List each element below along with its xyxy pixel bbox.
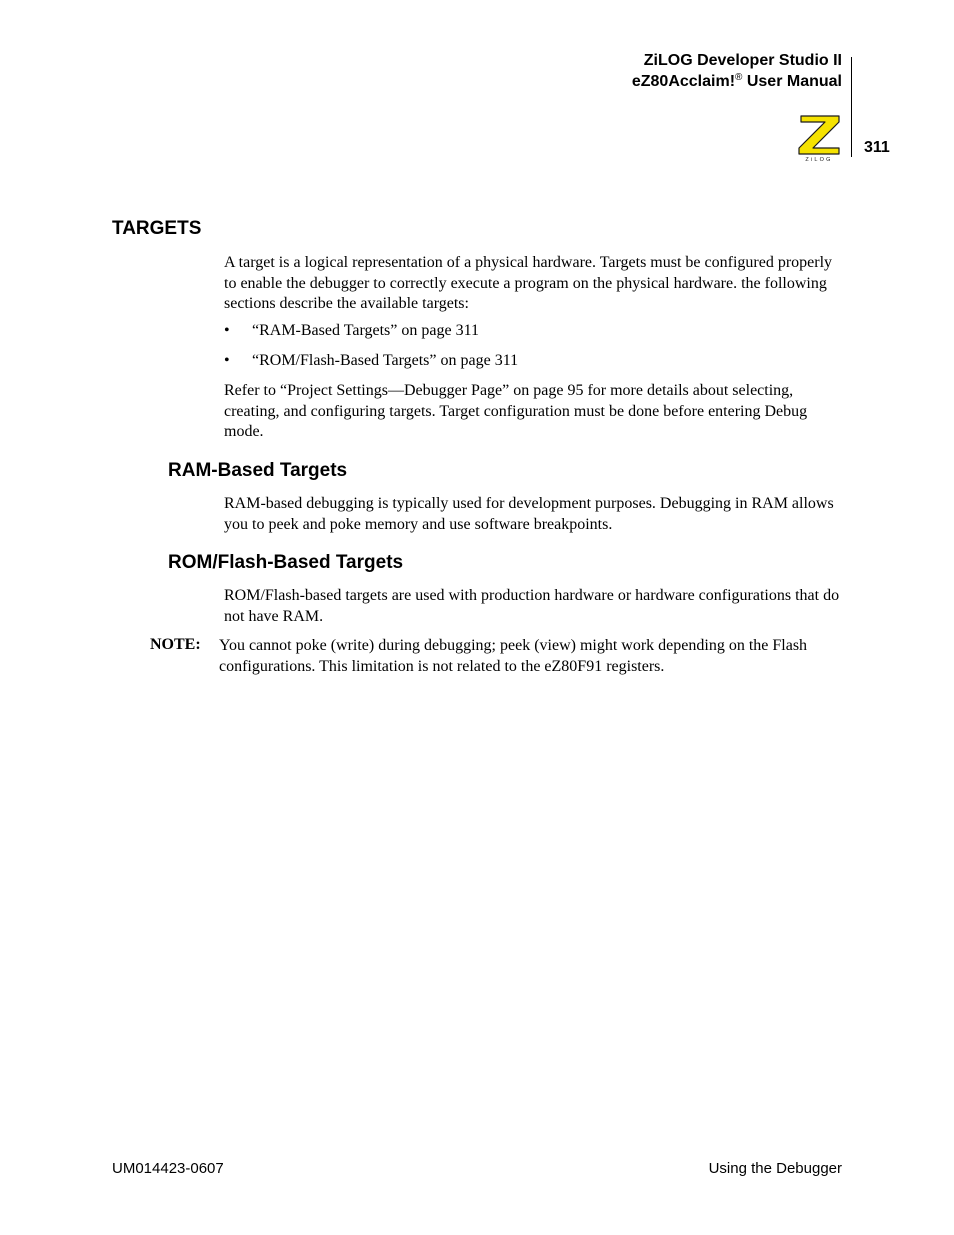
manual-label: User Manual [742, 73, 842, 90]
bullet-dot: • [224, 352, 230, 369]
registered-mark: ® [735, 72, 743, 83]
rom-paragraph: ROM/Flash-based targets are used with production hardware or hardware configurations that do not have RAM. [224, 587, 840, 625]
link-rom-flash-based-targets[interactable]: “ROM/Flash-Based Targets” on page 311 [252, 352, 519, 369]
logo-caption: ZiLOG [805, 157, 833, 162]
header-divider [851, 57, 852, 157]
header-title-line1: ZiLOG Developer Studio II [643, 52, 842, 69]
footer-doc-id: UM014423-0607 [112, 1160, 224, 1177]
bullet-dot: • [224, 322, 230, 339]
zilog-logo-icon [795, 112, 843, 162]
subheading-ram-based-targets: RAM-Based Targets [168, 460, 348, 481]
section-heading-targets: TARGETS [112, 218, 202, 239]
subheading-rom-flash-based-targets: ROM/Flash-Based Targets [168, 552, 404, 573]
product-name: eZ80Acclaim! [631, 73, 736, 90]
ram-paragraph: RAM-based debugging is typically used for development purposes. Debugging in RAM allows you to peek and poke memory and use software breakpoints. [224, 495, 834, 533]
note-text: You cannot poke (write) during debugging; peek (view) might work depending on the Flash configurations. This limitation is not related to the eZ80F91 registers. [219, 637, 808, 675]
footer-section-name: Using the Debugger [708, 1160, 842, 1177]
bullet-item-ram [224, 322, 479, 340]
header-title-line2 [632, 72, 842, 91]
bullet-item-rom [224, 352, 518, 370]
page-number: 311 [864, 139, 890, 156]
note-label: NOTE: [150, 636, 201, 653]
refer-paragraph: Refer to “Project Settings—Debugger Page” on page 95 for more details about selecting, creating, and configuring targets. Target configuration must be done before entering Debug mode. [224, 382, 808, 440]
link-ram-based-targets[interactable]: “RAM-Based Targets” on page 311 [252, 322, 479, 339]
logo-z-shape [799, 116, 839, 154]
intro-paragraph: A target is a logical representation of a physical hardware. Targets must be configured properly to enable the debugger to correctly execute a program on the physical hardware. the following sections describe the available targets: [224, 254, 833, 312]
